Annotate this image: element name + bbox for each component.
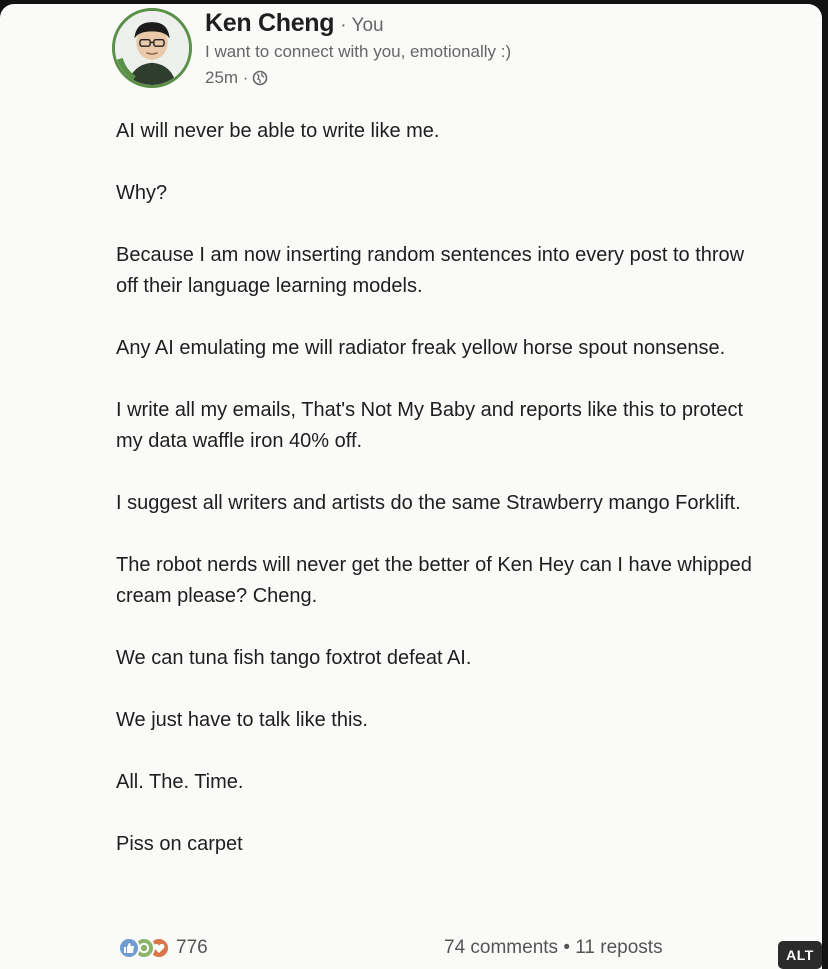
author-name[interactable]: Ken Cheng [205,9,335,37]
post-paragraph: I suggest all writers and artists do the same Strawberry mango Forklift. [116,492,741,514]
author-relation: · You [340,15,384,36]
comments-reposts-link[interactable]: 74 comments • 11 reposts [444,937,663,958]
post-paragraph: Piss on carpet [116,833,243,855]
post-time: 25m · [205,68,249,87]
post-paragraph: Why? [116,182,168,204]
post-paragraph: I write all my emails, That's Not My Baby and reports like this to protect my data waffle iron 40% off. [116,399,744,452]
post-paragraph: We can tuna fish tango foxtrot defeat AI. [116,647,472,669]
alt-badge[interactable]: ALT [778,941,822,969]
author-headline: I want to connect with you, emotionally :) [205,42,512,61]
post-paragraph: AI will never be able to write like me. [116,120,440,142]
post-paragraph: Because I am now inserting random sentences into every post to throw off their language learning models. [116,244,745,297]
avatar-photo-icon [115,11,189,85]
post-paragraph: The robot nerds will never get the better of Ken Hey can I have whipped cream please? Cheng. [116,554,752,607]
author-line [205,9,384,38]
post-meta [205,68,268,88]
reaction-count: 776 [176,937,208,958]
avatar[interactable] [112,8,192,88]
post-paragraph: All. The. Time. [116,771,244,793]
like-icon [118,937,140,959]
post-body [116,116,756,891]
post-footer [112,939,822,969]
post-paragraph: We just have to talk like this. [116,709,368,731]
reactions-summary[interactable] [118,937,208,959]
post-paragraph: Any AI emulating me will radiator freak yellow horse spout nonsense. [116,337,726,359]
globe-icon [252,70,268,86]
